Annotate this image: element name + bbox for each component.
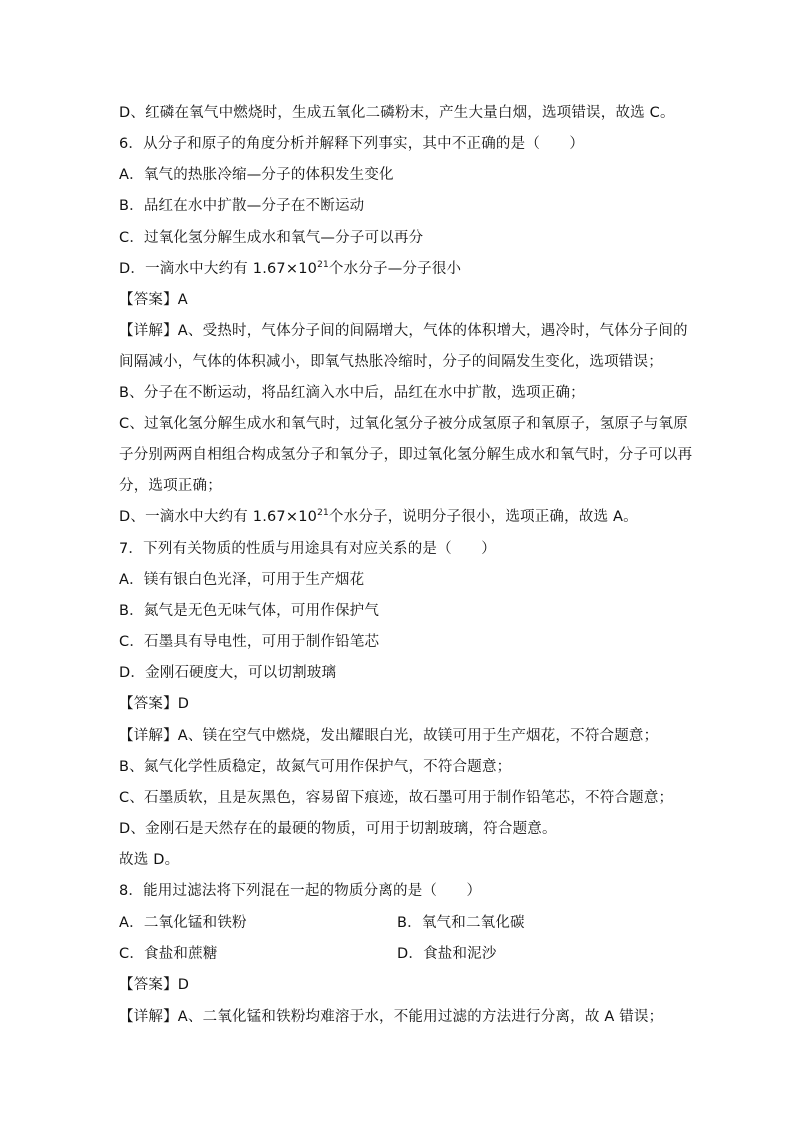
- question-8-option-c: C．食盐和蔗糖: [119, 946, 218, 962]
- question-7-explanation-line: D、金刚石是天然存在的最硬的物质，可用于切割玻璃，符合题意。: [119, 821, 557, 837]
- question-7-explanation-line: 【详解】A、镁在空气中燃烧，发出耀眼白光，故镁可用于生产烟花，不符合题意；: [119, 728, 659, 744]
- question-6-answer: 【答案】A: [119, 292, 188, 308]
- question-7-option-a: A．镁有银白色光泽，可用于生产烟花: [119, 572, 365, 588]
- question-6-stem: 6．从分子和原子的角度分析并解释下列事实，其中不正确的是（ ）: [119, 136, 585, 152]
- question-6-option-a: A．氧气的热胀冷缩—分子的体积发生变化: [119, 167, 394, 183]
- question-6-option-b: B．品红在水中扩散—分子在不断运动: [119, 198, 365, 214]
- question-8-option-b: B．氧气和二氧化碳: [397, 915, 525, 931]
- question-8-answer: 【答案】D: [119, 977, 190, 993]
- question-7-answer: 【答案】D: [119, 696, 190, 712]
- question-6-option-d: D．一滴水中大约有 $1.67\times 10^{21}$个水分子—分子很小: [119, 260, 462, 277]
- question-7-option-c: C．石墨具有导电性，可用于制作铅笔芯: [119, 634, 380, 650]
- question-7-option-d: D．金刚石硬度大，可以切割玻璃: [119, 665, 337, 681]
- question-6-explanation-line: 分，选项正确；: [119, 478, 222, 494]
- question-6-option-c: C．过氧化氢分解生成水和氧气—分子可以再分: [119, 230, 424, 246]
- question-6-explanation-line: 子分别两两自相组合构成氢分子和氧分子，即过氧化氢分解生成水和氧气时，分子可以再: [119, 447, 693, 463]
- question-7-explanation-line: C、石墨质软，且是灰黑色，容易留下痕迹，故石墨可用于制作铅笔芯，不符合题意；: [119, 790, 674, 806]
- question-7-option-b: B．氮气是无色无味气体，可用作保护气: [119, 603, 380, 619]
- question-8-option-a: A．二氧化锰和铁粉: [119, 915, 247, 931]
- question-6-explanation-line: 【详解】A、受热时，气体分子间的间隔增大，气体的体积增大，遇冷时，气体分子间的: [119, 323, 688, 339]
- explanation-line: D、红磷在氧气中燃烧时，生成五氧化二磷粉末，产生大量白烟，选项错误，故选 C。: [119, 105, 675, 121]
- question-8-option-d: D．食盐和泥沙: [397, 946, 497, 962]
- question-6-explanation-line: 间隔减小，气体的体积减小，即氧气热胀冷缩时，分子的间隔发生变化，选项错误；: [119, 354, 663, 370]
- question-6-explanation-line: B、分子在不断运动，将品红滴入水中后，品红在水中扩散，选项正确；: [119, 385, 585, 401]
- question-6-explanation-line: D、一滴水中大约有 $1.67\times 10^{21}$个水分子，说明分子很小，选项正确，故选 A。: [119, 508, 638, 525]
- question-8-stem: 8．能用过滤法将下列混在一起的物质分离的是（ ）: [119, 883, 482, 899]
- question-7-explanation-line: B、氮气化学性质稳定，故氮气可用作保护气，不符合题意；: [119, 759, 512, 775]
- question-8-explanation-line: 【详解】A、二氧化锰和铁粉均难溶于水，不能用过滤的方法进行分离，故 A 错误；: [119, 1009, 664, 1025]
- question-6-explanation-line: C、过氧化氢分解生成水和氧气时，过氧化氢分子被分成氢原子和氧原子，氢原子与氧原: [119, 416, 688, 432]
- question-7-stem: 7．下列有关物质的性质与用途具有对应关系的是（ ）: [119, 541, 496, 557]
- question-7-explanation-line: 故选 D。: [119, 852, 180, 868]
